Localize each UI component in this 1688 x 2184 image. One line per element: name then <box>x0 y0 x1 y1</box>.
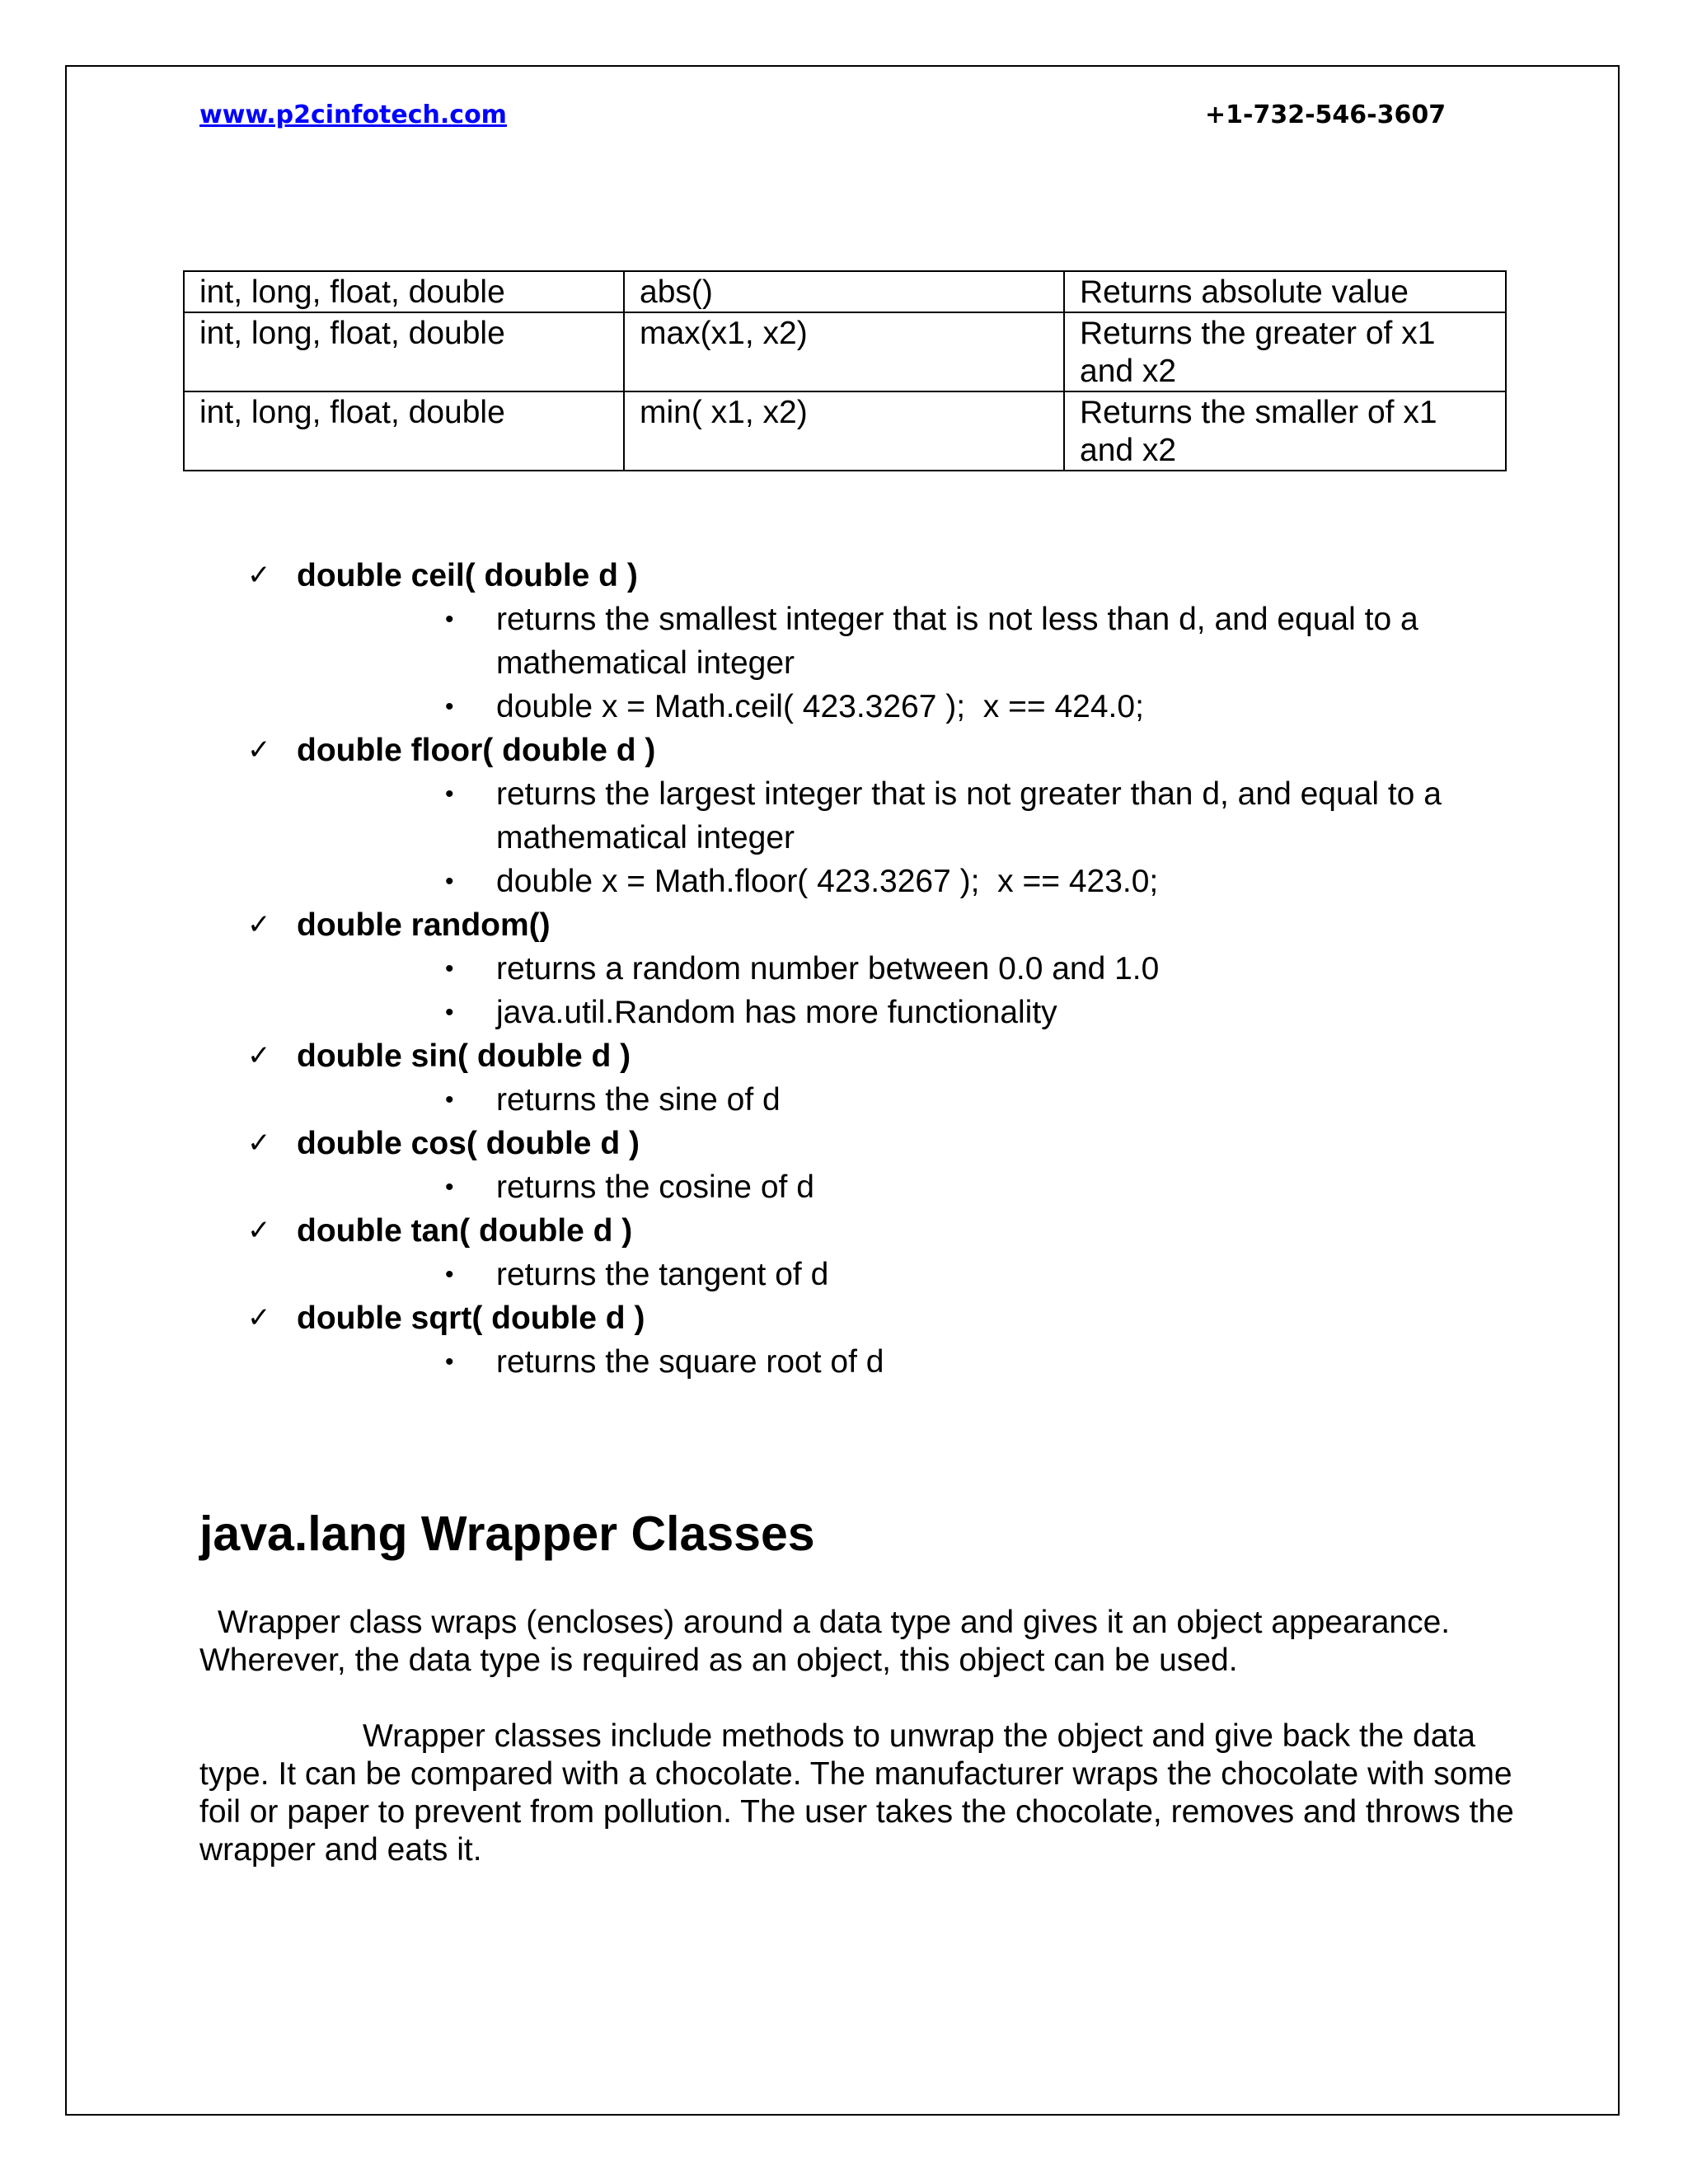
table-row <box>184 391 1506 471</box>
method-tan <box>247 1209 1533 1296</box>
method-sqrt <box>247 1296 1533 1384</box>
bullet-icon: • <box>445 999 454 1026</box>
bullet-icon: • <box>445 955 454 982</box>
bullet-text: returns the sine of d <box>496 1082 781 1118</box>
list-item <box>247 685 1526 729</box>
bullet-text: java.util.Random has more functionality <box>496 995 1057 1030</box>
bullet-text: double x = Math.floor( 423.3267 ); x == 423.0; <box>496 864 1159 899</box>
method-signature: double tan( double d ) <box>297 1213 633 1249</box>
table-cell-description: Returns the smaller of x1 and x2 <box>1064 391 1506 471</box>
method-list <box>247 554 1533 1384</box>
bullet-icon: • <box>445 693 454 720</box>
table-cell-method: min( x1, x2) <box>624 391 1064 471</box>
check-icon: ✓ <box>247 1127 271 1160</box>
check-icon: ✓ <box>247 1214 271 1247</box>
bullet-text: returns the largest integer that is not greater than d, and equal to a mathematical integer <box>496 776 1442 855</box>
check-icon: ✓ <box>247 1301 271 1334</box>
bullet-icon: • <box>445 1261 454 1288</box>
phone-number: +1-732-546-3607 <box>1205 101 1447 129</box>
list-item <box>247 947 1526 991</box>
bullet-text: returns the cosine of d <box>496 1169 814 1205</box>
bullet-icon: • <box>445 1348 454 1376</box>
bullet-icon: • <box>445 868 454 895</box>
check-icon: ✓ <box>247 1039 271 1072</box>
table-row <box>184 271 1506 312</box>
method-sin <box>247 1034 1533 1122</box>
paragraph: Wrapper classes include methods to unwrap the object and give back the data type. It can be compared with a chocolate. The manufacturer wraps the chocolate with some foil or paper to prevent from pollution. The user takes the chocolate, removes and throws the wrapper and eats it. <box>199 1718 1514 1868</box>
method-signature: double sqrt( double d ) <box>297 1301 645 1336</box>
table-cell-types: int, long, float, double <box>184 271 624 312</box>
method-ceil <box>247 554 1533 729</box>
table-cell-method: abs() <box>624 271 1064 312</box>
section-heading: java.lang Wrapper Classes <box>199 1507 815 1561</box>
method-cos <box>247 1122 1533 1209</box>
table-cell-description: Returns the greater of x1 and x2 <box>1064 312 1506 391</box>
method-signature: double sin( double d ) <box>297 1038 631 1074</box>
check-icon: ✓ <box>247 733 271 766</box>
list-item <box>247 1340 1526 1384</box>
bullet-text: returns a random number between 0.0 and 1.0 <box>496 951 1160 987</box>
bullet-icon: • <box>445 606 454 633</box>
list-item <box>247 860 1526 903</box>
list-item <box>247 1078 1526 1122</box>
method-signature: double cos( double d ) <box>297 1126 640 1161</box>
bullet-text: returns the square root of d <box>496 1344 884 1380</box>
bullet-text: double x = Math.ceil( 423.3267 ); x == 424.0; <box>496 689 1144 724</box>
list-item <box>247 598 1526 685</box>
method-signature: double ceil( double d ) <box>297 558 638 593</box>
method-signature: double random() <box>297 907 551 943</box>
check-icon: ✓ <box>247 908 271 941</box>
list-item <box>247 991 1526 1034</box>
math-methods-table <box>183 270 1507 471</box>
bullet-text: returns the tangent of d <box>496 1257 829 1292</box>
table-cell-types: int, long, float, double <box>184 391 624 471</box>
table-cell-types: int, long, float, double <box>184 312 624 391</box>
list-item <box>247 1253 1526 1296</box>
method-random <box>247 903 1533 1034</box>
bullet-icon: • <box>445 1086 454 1113</box>
table-row <box>184 312 1506 391</box>
bullet-icon: • <box>445 1174 454 1201</box>
bullet-text: returns the smallest integer that is not less than d, and equal to a mathematical integer <box>496 602 1418 681</box>
method-floor <box>247 729 1533 903</box>
paragraph: Wrapper class wraps (encloses) around a data type and gives it an object appearance. Wherever, the data type is required as an object, this object can be used. <box>199 1605 1451 1678</box>
bullet-icon: • <box>445 780 454 808</box>
method-signature: double floor( double d ) <box>297 733 656 768</box>
website-link[interactable]: www.p2cinfotech.com <box>199 101 507 129</box>
list-item <box>247 772 1526 860</box>
check-icon: ✓ <box>247 559 271 592</box>
list-item <box>247 1165 1526 1209</box>
table-cell-method: max(x1, x2) <box>624 312 1064 391</box>
table-cell-description: Returns absolute value <box>1064 271 1506 312</box>
